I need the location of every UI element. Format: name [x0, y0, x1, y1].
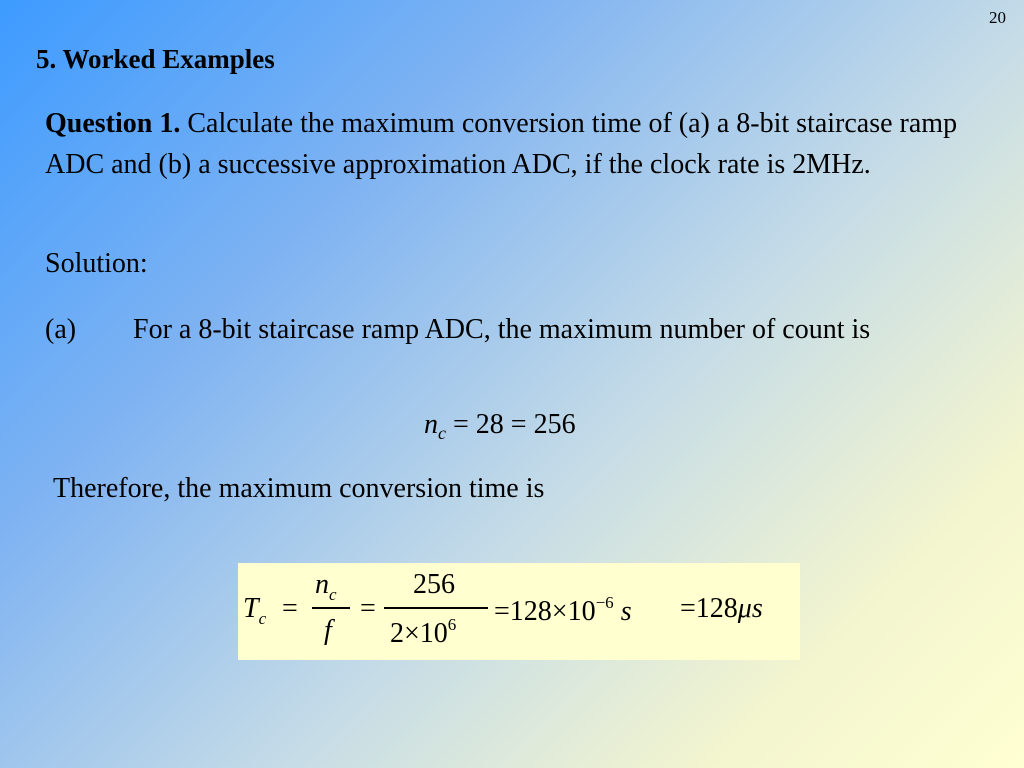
- fraction1-bar: [312, 607, 350, 609]
- equation-count-lhs: n: [424, 409, 438, 440]
- fraction2-denominator: $2\times 10^6$: [390, 615, 457, 649]
- section-title: 5. Worked Examples: [36, 44, 275, 74]
- fraction1-numerator: $n_c$: [315, 569, 337, 604]
- formula-equals-1: =: [282, 593, 298, 624]
- equation-count-lhs-sub: c: [438, 423, 446, 443]
- formula-result-2: =128μs: [680, 593, 763, 624]
- part-a-marker: (a): [45, 314, 77, 345]
- fraction2-numerator: 256: [413, 569, 455, 600]
- therefore-text: Therefore, the maximum conversion time is: [53, 473, 545, 504]
- fraction1-denominator: f: [324, 615, 332, 646]
- question-label: Question 1.: [45, 108, 181, 139]
- formula-T: $T_c$: [243, 593, 267, 628]
- fraction2-bar: [384, 607, 488, 609]
- question-text: Calculate the maximum conversion time of (a) a 8-bit staircase ramp ADC and (b) a successive approximation ADC, if the clock rate is 2MHz.: [45, 108, 958, 180]
- part-a-text: For a 8-bit staircase ramp ADC, the maximum number of count is: [133, 314, 871, 345]
- equation-count: [424, 409, 576, 444]
- solution-label: Solution:: [45, 248, 148, 279]
- page-number: 20: [989, 8, 1006, 27]
- formula-equals-2: =: [360, 593, 376, 624]
- formula-result-1: $=128\times 10^{-6}$ s: [494, 593, 632, 627]
- equation-count-rhs: = 28 = 256: [453, 409, 576, 440]
- question-paragraph: [45, 103, 995, 185]
- conversion-time-formula: [238, 563, 800, 660]
- part-a-paragraph: [45, 309, 965, 350]
